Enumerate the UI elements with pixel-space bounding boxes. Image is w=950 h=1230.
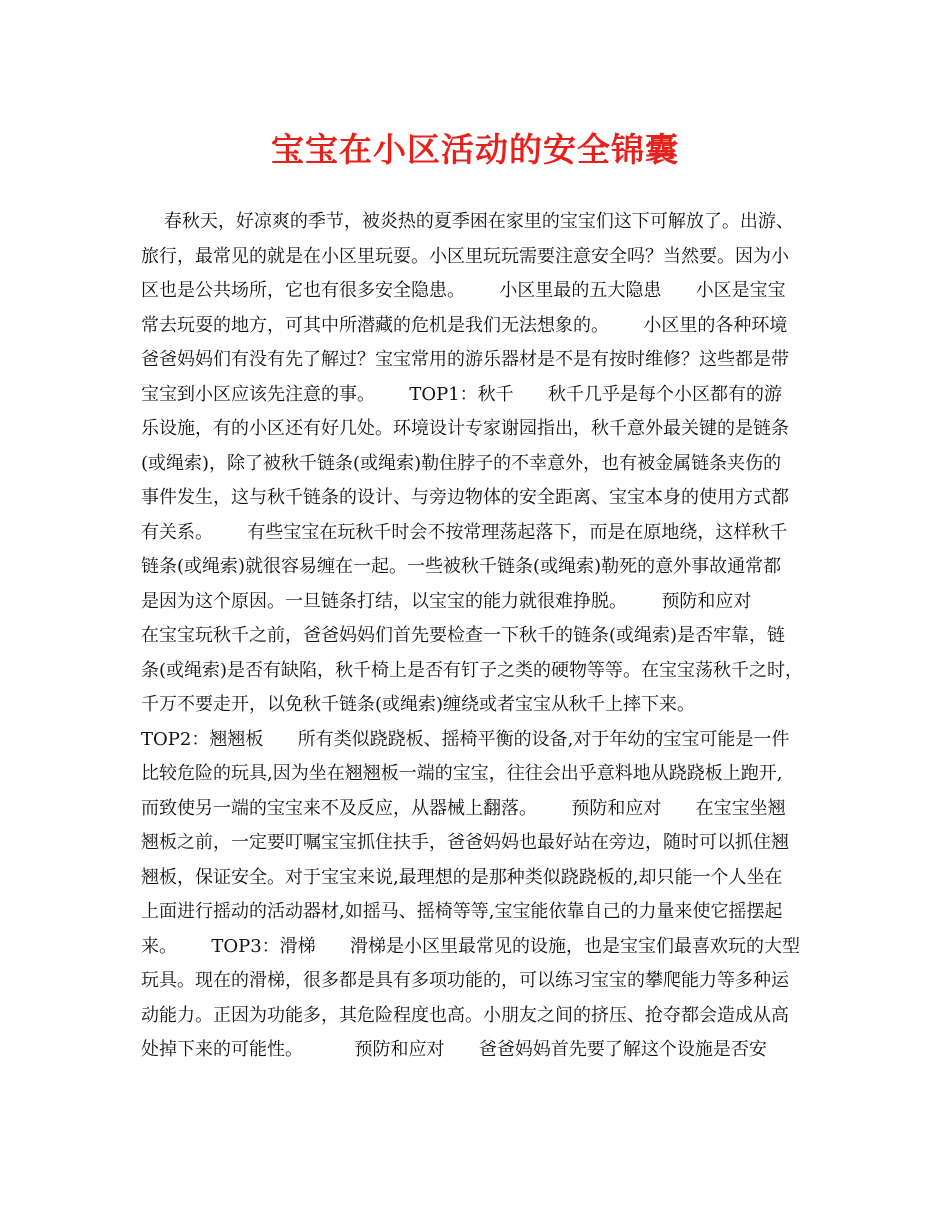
text-line: 链条(或绳索)就很容易缠在一起。一些被秋千链条(或绳索)勒死的意外事故通常都	[141, 556, 782, 577]
text-line: 条(或绳索)是否有缺陷，秋千椅上是否有钉子之类的硬物等等。在宝宝荡秋千之时，	[141, 659, 804, 681]
text-line: 上面进行摇动的活动器材,如摇马、摇椅等等,宝宝能依靠自己的力量来使它摇摆起	[141, 901, 783, 922]
text-line: 爸爸妈妈们有没有先了解过？宝宝常用的游乐器材是不是有按时维修？这些都是带	[141, 349, 789, 370]
text-line: 来。 TOP3：滑梯 滑梯是小区里最常见的设施，也是宝宝们最喜欢玩的大型	[141, 935, 800, 957]
text-line: 比较危险的玩具,因为坐在翘翘板一端的宝宝，往往会出乎意料地从跷跷板上跑开,	[141, 763, 783, 784]
text-line: 旅行，最常见的就是在小区里玩耍。小区里玩玩需要注意安全吗？当然要。因为小	[141, 245, 789, 267]
page-title: 宝宝在小区活动的安全锦囊	[271, 130, 679, 169]
text-line: 有关系。 有些宝宝在玩秋千时会不按常理荡起落下，而是在原地绕，这样秋千	[141, 521, 788, 543]
text-line: 春秋天，好凉爽的季节，被炎热的夏季困在家里的宝宝们这下可解放了。出游、	[141, 211, 794, 232]
text-line: 常去玩耍的地方，可其中所潜藏的危机是我们无法想象的。 小区里的各种环境	[141, 314, 788, 336]
text-line: 翘板，保证安全。对于宝宝来说,最理想的是那种类似跷跷板的,却只能一个人坐在	[141, 866, 783, 888]
text-line: 是因为这个原因。一旦链条打结，以宝宝的能力就很难挣脱。 预防和应对	[141, 590, 752, 612]
text-line: (或绳索)，除了被秋千链条(或绳索)勒住脖子的不幸意外，也有被金属链条夹伤的	[141, 452, 782, 474]
text-line: TOP2：翘翘板 所有类似跷跷板、摇椅平衡的设备,对于年幼的宝宝可能是一件	[141, 728, 790, 750]
article-body	[141, 205, 821, 1068]
text-line: 在宝宝玩秋千之前，爸爸妈妈们首先要检查一下秋千的链条(或绳索)是否牢靠，链	[141, 625, 786, 646]
text-line: 区也是公共场所，它也有很多安全隐患。 小区里最的五大隐患 小区是宝宝	[141, 280, 786, 301]
text-line: 玩具。现在的滑梯，很多都是具有多项功能的，可以练习宝宝的攀爬能力等多种运	[141, 970, 789, 991]
text-line: 事件发生，这与秋千链条的设计、与旁边物体的安全距离、宝宝本身的使用方式都	[141, 487, 789, 508]
text-line: 宝宝到小区应该先注意的事。 TOP1：秋千 秋千几乎是每个小区都有的游	[141, 383, 782, 405]
text-line: 动能力。正因为功能多，其危险程度也高。小朋友之间的挤压、抢夺都会造成从高	[141, 1004, 789, 1026]
text-line: 处掉下来的可能性。 预防和应对 爸爸妈妈首先要了解这个设施是否安	[141, 1039, 767, 1060]
text-line: 乐设施，有的小区还有好几处。环境设计专家谢园指出，秋千意外最关键的是链条	[141, 418, 789, 439]
text-line: 翘板之前，一定要叮嘱宝宝抓住扶手，爸爸妈妈也最好站在旁边，随时可以抓住翘	[141, 832, 789, 853]
text-line: 千万不要走开，以免秋千链条(或绳索)缠绕或者宝宝从秋千上摔下来。	[141, 694, 696, 715]
text-line: 而致使另一端的宝宝来不及反应，从器械上翻落。 预防和应对 在宝宝坐翘	[141, 797, 786, 819]
